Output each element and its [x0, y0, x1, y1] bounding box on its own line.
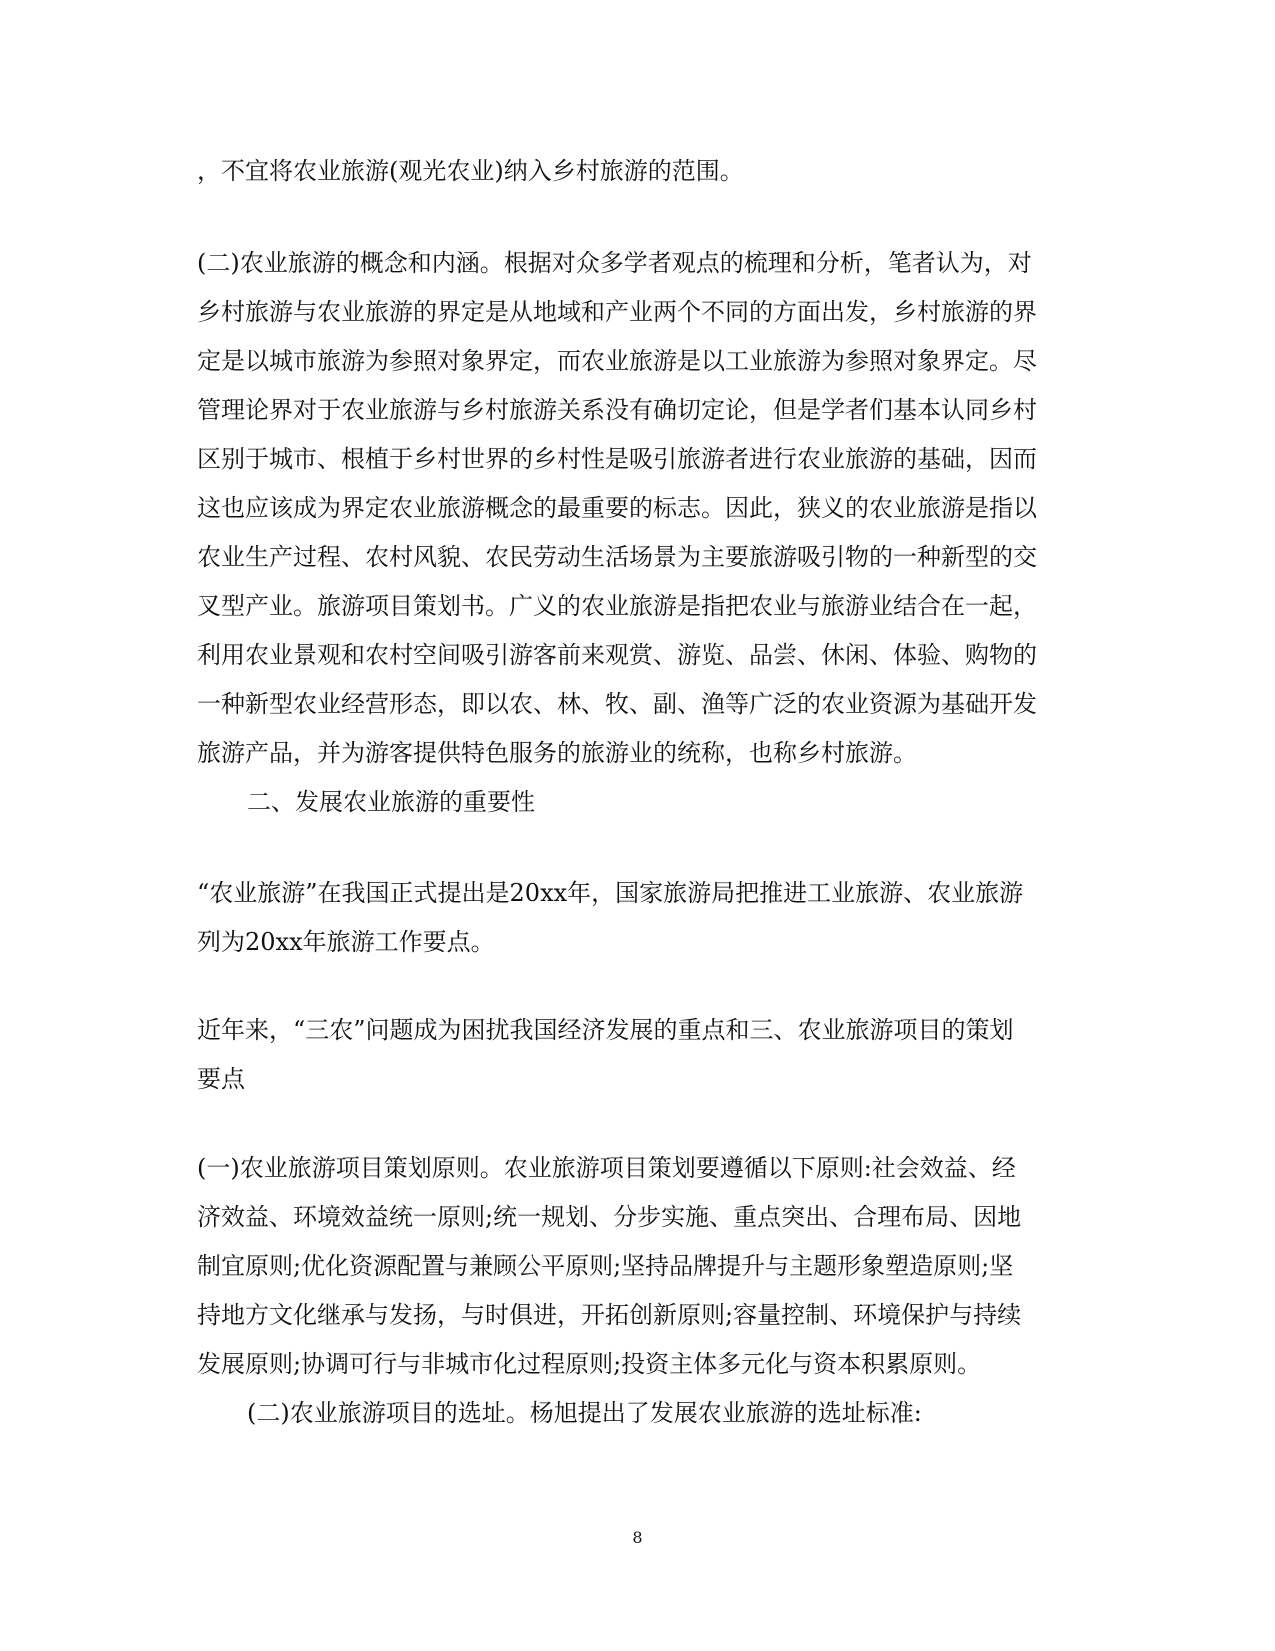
paragraph-2 [197, 239, 1077, 778]
text-line: 利用农业景观和农村空间吸引游客前来观赏、游览、品尝、休闲、体验、购物的 [197, 641, 1037, 669]
section-heading [247, 778, 1127, 827]
text-line: 近年来，“三农”问题成为困扰我国经济发展的重点和三、农业旅游项目的策划 [197, 1016, 1014, 1044]
text-line: (二)农业旅游的概念和内涵。根据对众多学者观点的梳理和分析，笔者认为，对 [197, 249, 1032, 277]
text-line: 这也应该成为界定农业旅游概念的最重要的标志。因此，狭义的农业旅游是指以 [197, 494, 1037, 522]
text-line: 制宜原则;优化资源配置与兼顾公平原则;坚持品牌提升与主题形象塑造原则;坚 [197, 1252, 1014, 1280]
paragraph-4 [197, 869, 1077, 967]
text-line: (一)农业旅游项目策划原则。农业旅游项目策划要遵循以下原则:社会效益、经 [197, 1154, 1016, 1182]
text-line: “农业旅游”在我国正式提出是20xx年，国家旅游局把推进工业旅游、农业旅游 [197, 879, 1024, 907]
text-line: 农业生产过程、农村风貌、农民劳动生活场景为主要旅游吸引物的一种新型的交 [197, 543, 1037, 571]
paragraph-1 [197, 147, 1077, 196]
paragraph-7 [247, 1389, 1127, 1438]
text-line: (二)农业旅游项目的选址。杨旭提出了发展农业旅游的选址标准: [247, 1399, 922, 1427]
heading-text: 二、发展农业旅游的重要性 [247, 788, 535, 816]
text-line: 区别于城市、根植于乡村世界的乡村性是吸引旅游者进行农业旅游的基础，因而 [197, 445, 1037, 473]
text-line: 列为20xx年旅游工作要点。 [197, 928, 495, 956]
text-line: 管理论界对于农业旅游与乡村旅游关系没有确切定论，但是学者们基本认同乡村 [197, 396, 1037, 424]
text-line: 定是以城市旅游为参照对象界定，而农业旅游是以工业旅游为参照对象界定。尽 [197, 347, 1037, 375]
paragraph-5 [197, 1006, 1077, 1104]
text-line: 一种新型农业经营形态，即以农、林、牧、副、渔等广泛的农业资源为基础开发 [197, 690, 1037, 718]
text-line: ，不宜将农业旅游(观光农业)纳入乡村旅游的范围。 [197, 157, 744, 185]
page-number: 8 [632, 1528, 643, 1547]
text-line: 济效益、环境效益统一原则;统一规划、分步实施、重点突出、合理布局、因地 [197, 1203, 1022, 1231]
text-line: 旅游产品，并为游客提供特色服务的旅游业的统称，也称乡村旅游。 [197, 739, 917, 767]
text-line: 乡村旅游与农业旅游的界定是从地域和产业两个不同的方面出发，乡村旅游的界 [197, 298, 1037, 326]
text-line: 持地方文化继承与发扬，与时俱进，开拓创新原则;容量控制、环境保护与持续 [197, 1301, 1022, 1329]
text-line: 叉型产业。旅游项目策划书。广义的农业旅游是指把农业与旅游业结合在一起， [197, 592, 1037, 620]
text-line: 要点 [197, 1065, 245, 1093]
text-line: 发展原则;协调可行与非城市化过程原则;投资主体多元化与资本积累原则。 [197, 1350, 982, 1378]
paragraph-6 [197, 1144, 1077, 1389]
